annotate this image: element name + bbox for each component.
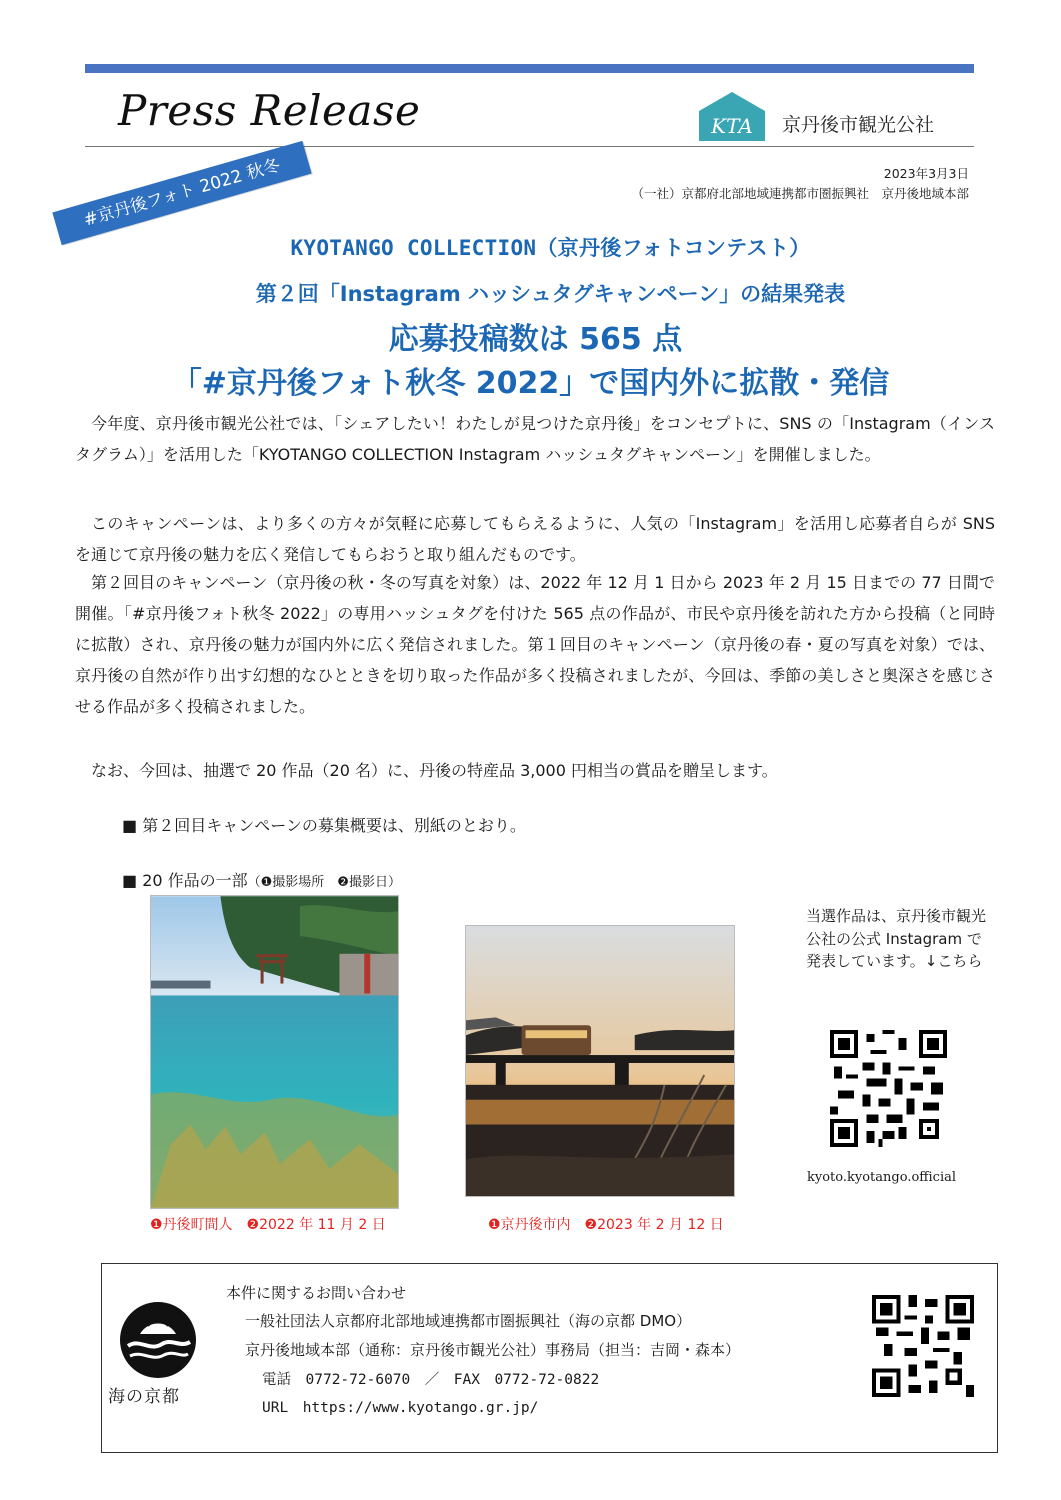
instagram-handle[interactable]: kyoto.kyotango.official (807, 1170, 957, 1185)
contact-phone-fax: 電話 0772-72-6070 ／ FAX 0772-72-0822 (262, 1372, 600, 1388)
photo-2-caption: ❶京丹後市内 ❷2023 年 2 月 12 日 (488, 1217, 724, 1233)
photo-train-sunset (465, 925, 735, 1197)
document-date: 2023年3月3日 (883, 166, 969, 181)
contact-title: 本件に関するお問い合わせ (226, 1284, 407, 1302)
body-paragraph-2: このキャンペーンは、より多くの方々が気軽に応募してもらえるように、人気の「Instagram」を活用し応募者自らが SNS を通じて京丹後の魅力を広く発信してもらおうと取り組んだものです。 (75, 514, 995, 564)
bullet-works-legend: （❶撮影場所 ❷撮影日） (247, 875, 401, 890)
org-name: 京丹後市観光公社 (782, 114, 935, 136)
top-rule (85, 64, 974, 73)
instagram-qr-code-icon[interactable] (830, 1030, 947, 1147)
bullet-outline: ■ 第２回目キャンペーンの募集概要は、別紙のとおり。 (122, 816, 526, 835)
umi-no-kyoto-label: 海の京都 (108, 1387, 180, 1407)
body-paragraph-3: 第２回目のキャンペーン（京丹後の秋・冬の写真を対象）は、2022 年 12 月 1 日から 2023 年 2 月 15 日までの 77 日間で開催。「#京丹後フォト秋冬 2022」の専用ハッシュタグを付けた 565 点の作品が、市民や京丹後を訪れた方から投稿（と同時に拡散）され、京丹後の魅力が国内外に広く発信されました。第１回目のキャンペーン（京丹後の春・夏の写真を対象）では、京丹後の自然が作り出す幻想的なひとときを切り取った作品が多く投稿されましたが、今回は、季節の美しさと奥深さを感じさせる作品が多く投稿されました。 (75, 573, 995, 716)
photo-taiza-sea (150, 895, 399, 1209)
body-paragraph-4: なお、今回は、抽選で 20 作品（20 名）に、丹後の特産品 3,000 円相当の賞品を贈呈します。 (91, 761, 778, 780)
photo-1-caption: ❶丹後町間人 ❷2022 年 11 月 2 日 (150, 1217, 386, 1233)
winners-note: 当選作品は、京丹後市観光公社の公式 Instagram で発表しています。↓こちら (806, 907, 987, 970)
org-logo-icon (693, 89, 771, 143)
hashtag-badge: #京丹後フォト 2022 秋冬 (52, 141, 311, 245)
headline-line-3: 応募投稿数は 565 点 (388, 322, 683, 357)
org-logo-letters: KTA (711, 114, 753, 138)
body-paragraph-1: 今年度、京丹後市観光公社では、「シェアしたい！わたしが見つけた京丹後」をコンセプトに、SNS の「Instagram（インスタグラム）」を活用した「KYOTANGO COLLECTION Instagram ハッシュタグキャンペーン」を開催しました。 (75, 414, 995, 464)
title-underline (85, 146, 974, 147)
website-qr-code-icon[interactable] (872, 1295, 974, 1397)
headline-line-1: KYOTANGO COLLECTION（京丹後フォトコンテスト） (290, 236, 811, 260)
bullet-works-label: ■ 20 作品の一部 (122, 871, 248, 890)
headline-line-4: 「#京丹後フォト秋冬 2022」で国内外に拡散・発信 (171, 366, 890, 401)
contact-office: 京丹後地域本部（通称：京丹後市観光公社）事務局（担当：吉岡・森本） (245, 1341, 741, 1359)
press-release-title: Press Release (118, 86, 421, 135)
headline-line-2: 第２回「Instagram ハッシュタグキャンペーン」の結果発表 (255, 282, 846, 306)
contact-url[interactable]: URL https://www.kyotango.gr.jp/ (262, 1400, 539, 1416)
bullet-works (122, 868, 401, 891)
umi-no-kyoto-logo-icon (118, 1300, 198, 1380)
contact-organization: 一般社団法人京都府北部地域連携都市圏振興社（海の京都 DMO） (245, 1312, 692, 1330)
issuer: （一社）京都府北部地域連携都市圏振興社 京丹後地域本部 (631, 186, 969, 201)
